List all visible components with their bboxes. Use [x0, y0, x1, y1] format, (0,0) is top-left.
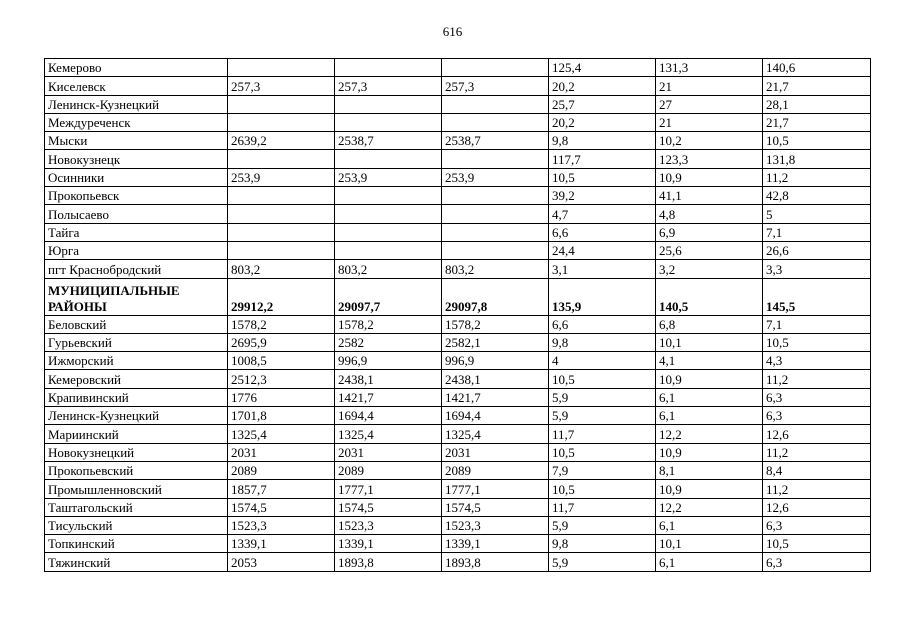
value-cell: 1008,5: [228, 352, 335, 370]
value-cell: 10,5: [549, 443, 656, 461]
value-cell: 5,9: [549, 516, 656, 534]
value-cell: 10,9: [656, 370, 763, 388]
value-cell: 24,4: [549, 241, 656, 259]
value-cell: 10,9: [656, 443, 763, 461]
value-cell: 803,2: [442, 260, 549, 278]
row-label-cell: Мариинский: [45, 425, 228, 443]
row-label-cell: Новокузнецкий: [45, 443, 228, 461]
value-cell: 5: [763, 205, 871, 223]
value-cell: 6,9: [656, 223, 763, 241]
table-row: [45, 223, 871, 241]
value-cell: 10,5: [549, 480, 656, 498]
table-body: [45, 59, 871, 572]
value-cell: 2053: [228, 553, 335, 571]
row-label-cell: пгт Краснобродский: [45, 260, 228, 278]
value-cell: 12,2: [656, 425, 763, 443]
row-label-cell: Полысаево: [45, 205, 228, 223]
value-cell: 1523,3: [335, 516, 442, 534]
table-row: [45, 498, 871, 516]
value-cell: 11,2: [763, 370, 871, 388]
value-cell: 6,1: [656, 407, 763, 425]
value-cell: 11,2: [763, 480, 871, 498]
data-table: [44, 58, 871, 572]
value-cell: 1574,5: [335, 498, 442, 516]
value-cell: [442, 150, 549, 168]
table-row: [45, 425, 871, 443]
value-cell: 1777,1: [442, 480, 549, 498]
value-cell: 1578,2: [228, 315, 335, 333]
value-cell: 257,3: [228, 77, 335, 95]
value-cell: 1325,4: [228, 425, 335, 443]
table-row: [45, 553, 871, 571]
value-cell: 20,2: [549, 77, 656, 95]
value-cell: 4,7: [549, 205, 656, 223]
value-cell: 2089: [442, 461, 549, 479]
value-cell: 2512,3: [228, 370, 335, 388]
table-row: [45, 187, 871, 205]
table-row: [45, 150, 871, 168]
value-cell: 5,9: [549, 407, 656, 425]
table-row: [45, 260, 871, 278]
row-label-cell: Тайга: [45, 223, 228, 241]
row-label-cell: МУНИЦИПАЛЬНЫЕ РАЙОНЫ: [45, 278, 228, 315]
value-cell: 2582: [335, 333, 442, 351]
row-label-cell: Тисульский: [45, 516, 228, 534]
row-label-cell: Топкинский: [45, 535, 228, 553]
value-cell: 29097,8: [442, 278, 549, 315]
value-cell: 9,8: [549, 333, 656, 351]
value-cell: 6,1: [656, 553, 763, 571]
value-cell: 996,9: [442, 352, 549, 370]
row-label-cell: Мыски: [45, 132, 228, 150]
row-label-cell: Кемерово: [45, 59, 228, 77]
value-cell: 1893,8: [442, 553, 549, 571]
value-cell: [442, 223, 549, 241]
value-cell: 4,1: [656, 352, 763, 370]
table-row: [45, 407, 871, 425]
value-cell: 11,2: [763, 443, 871, 461]
value-cell: [228, 95, 335, 113]
value-cell: [228, 205, 335, 223]
page-number: 616: [442, 24, 463, 39]
value-cell: 39,2: [549, 187, 656, 205]
value-cell: [228, 223, 335, 241]
value-cell: [442, 205, 549, 223]
value-cell: 996,9: [335, 352, 442, 370]
value-cell: 2031: [228, 443, 335, 461]
value-cell: 8,1: [656, 461, 763, 479]
row-label-cell: Ленинск-Кузнецкий: [45, 95, 228, 113]
table-row: [45, 461, 871, 479]
table-row: [45, 443, 871, 461]
value-cell: 6,8: [656, 315, 763, 333]
value-cell: 4: [549, 352, 656, 370]
value-cell: [335, 205, 442, 223]
value-cell: 253,9: [442, 168, 549, 186]
value-cell: 803,2: [228, 260, 335, 278]
value-cell: 123,3: [656, 150, 763, 168]
row-label-cell: Таштагольский: [45, 498, 228, 516]
value-cell: 10,5: [549, 168, 656, 186]
table-row: [45, 241, 871, 259]
table-row: [45, 315, 871, 333]
value-cell: 1339,1: [335, 535, 442, 553]
row-label-cell: Промышленновский: [45, 480, 228, 498]
row-label-cell: Киселевск: [45, 77, 228, 95]
value-cell: 2031: [442, 443, 549, 461]
row-label-cell: Прокопьевск: [45, 187, 228, 205]
value-cell: 8,4: [763, 461, 871, 479]
value-cell: 2438,1: [335, 370, 442, 388]
table-row: [45, 77, 871, 95]
value-cell: [228, 187, 335, 205]
value-cell: [335, 187, 442, 205]
value-cell: 2582,1: [442, 333, 549, 351]
value-cell: 140,6: [763, 59, 871, 77]
value-cell: 3,2: [656, 260, 763, 278]
value-cell: 2639,2: [228, 132, 335, 150]
value-cell: 42,8: [763, 187, 871, 205]
value-cell: 6,3: [763, 553, 871, 571]
value-cell: 1857,7: [228, 480, 335, 498]
value-cell: 6,3: [763, 407, 871, 425]
table-row: [45, 95, 871, 113]
value-cell: 803,2: [335, 260, 442, 278]
value-cell: 1421,7: [335, 388, 442, 406]
value-cell: 6,3: [763, 388, 871, 406]
value-cell: [335, 150, 442, 168]
value-cell: 11,2: [763, 168, 871, 186]
row-label-cell: Новокузнецк: [45, 150, 228, 168]
value-cell: 6,1: [656, 388, 763, 406]
table-row: [45, 59, 871, 77]
table-row: [45, 480, 871, 498]
value-cell: 29097,7: [335, 278, 442, 315]
value-cell: [228, 241, 335, 259]
row-label-cell: Кемеровский: [45, 370, 228, 388]
value-cell: 10,5: [763, 535, 871, 553]
value-cell: 2089: [228, 461, 335, 479]
value-cell: 10,1: [656, 333, 763, 351]
row-label-cell: Тяжинский: [45, 553, 228, 571]
value-cell: [442, 59, 549, 77]
row-label-cell: Ижморский: [45, 352, 228, 370]
value-cell: 4,3: [763, 352, 871, 370]
value-cell: 6,1: [656, 516, 763, 534]
value-cell: 5,9: [549, 553, 656, 571]
value-cell: 9,8: [549, 132, 656, 150]
value-cell: 7,1: [763, 315, 871, 333]
value-cell: 1694,4: [335, 407, 442, 425]
value-cell: 10,5: [549, 370, 656, 388]
value-cell: 6,6: [549, 315, 656, 333]
value-cell: 1701,8: [228, 407, 335, 425]
value-cell: 12,6: [763, 425, 871, 443]
value-cell: 2089: [335, 461, 442, 479]
value-cell: 28,1: [763, 95, 871, 113]
value-cell: [335, 113, 442, 131]
table-row: [45, 516, 871, 534]
table-row: [45, 333, 871, 351]
table-row: [45, 168, 871, 186]
value-cell: 4,8: [656, 205, 763, 223]
value-cell: 1893,8: [335, 553, 442, 571]
value-cell: 6,6: [549, 223, 656, 241]
value-cell: 12,2: [656, 498, 763, 516]
value-cell: [228, 113, 335, 131]
value-cell: 2031: [335, 443, 442, 461]
row-label-cell: Междуреченск: [45, 113, 228, 131]
value-cell: [228, 59, 335, 77]
table-row: [45, 388, 871, 406]
value-cell: 10,9: [656, 480, 763, 498]
value-cell: 1578,2: [335, 315, 442, 333]
value-cell: 11,7: [549, 498, 656, 516]
value-cell: 131,3: [656, 59, 763, 77]
value-cell: 10,2: [656, 132, 763, 150]
value-cell: 253,9: [228, 168, 335, 186]
value-cell: 10,1: [656, 535, 763, 553]
value-cell: 2538,7: [442, 132, 549, 150]
value-cell: 11,7: [549, 425, 656, 443]
value-cell: 1776: [228, 388, 335, 406]
value-cell: 1339,1: [228, 535, 335, 553]
value-cell: 145,5: [763, 278, 871, 315]
value-cell: 1325,4: [442, 425, 549, 443]
value-cell: 21,7: [763, 113, 871, 131]
value-cell: 25,6: [656, 241, 763, 259]
row-label-cell: Гурьевский: [45, 333, 228, 351]
value-cell: [335, 95, 442, 113]
value-cell: 1777,1: [335, 480, 442, 498]
value-cell: [335, 59, 442, 77]
value-cell: 117,7: [549, 150, 656, 168]
value-cell: 1578,2: [442, 315, 549, 333]
row-label-cell: Беловский: [45, 315, 228, 333]
row-label-cell: Ленинск-Кузнецкий: [45, 407, 228, 425]
value-cell: 10,5: [763, 132, 871, 150]
value-cell: 6,3: [763, 516, 871, 534]
value-cell: 21,7: [763, 77, 871, 95]
value-cell: [228, 150, 335, 168]
value-cell: 131,8: [763, 150, 871, 168]
value-cell: 257,3: [442, 77, 549, 95]
table-row: [45, 205, 871, 223]
value-cell: 21: [656, 77, 763, 95]
value-cell: 12,6: [763, 498, 871, 516]
value-cell: 7,1: [763, 223, 871, 241]
table-row: [45, 535, 871, 553]
value-cell: [335, 223, 442, 241]
value-cell: 1694,4: [442, 407, 549, 425]
value-cell: 3,3: [763, 260, 871, 278]
row-label-cell: Прокопьевский: [45, 461, 228, 479]
value-cell: 257,3: [335, 77, 442, 95]
value-cell: 1325,4: [335, 425, 442, 443]
value-cell: 25,7: [549, 95, 656, 113]
value-cell: 140,5: [656, 278, 763, 315]
row-label-cell: Осинники: [45, 168, 228, 186]
table-row: [45, 113, 871, 131]
value-cell: [442, 187, 549, 205]
value-cell: 20,2: [549, 113, 656, 131]
value-cell: 2438,1: [442, 370, 549, 388]
value-cell: [442, 241, 549, 259]
value-cell: 21: [656, 113, 763, 131]
table-row: [45, 132, 871, 150]
value-cell: 26,6: [763, 241, 871, 259]
row-label-cell: Крапивинский: [45, 388, 228, 406]
value-cell: [442, 113, 549, 131]
value-cell: 125,4: [549, 59, 656, 77]
value-cell: 1574,5: [228, 498, 335, 516]
table-row: [45, 352, 871, 370]
table-row: [45, 278, 871, 315]
table-row: [45, 370, 871, 388]
value-cell: 1523,3: [442, 516, 549, 534]
value-cell: 29912,2: [228, 278, 335, 315]
value-cell: 2538,7: [335, 132, 442, 150]
value-cell: 1523,3: [228, 516, 335, 534]
value-cell: 10,5: [763, 333, 871, 351]
row-label-cell: Юрга: [45, 241, 228, 259]
value-cell: [442, 95, 549, 113]
value-cell: 41,1: [656, 187, 763, 205]
value-cell: 27: [656, 95, 763, 113]
value-cell: 9,8: [549, 535, 656, 553]
value-cell: 2695,9: [228, 333, 335, 351]
value-cell: 1421,7: [442, 388, 549, 406]
value-cell: 3,1: [549, 260, 656, 278]
value-cell: 1339,1: [442, 535, 549, 553]
value-cell: 10,9: [656, 168, 763, 186]
value-cell: [335, 241, 442, 259]
value-cell: 1574,5: [442, 498, 549, 516]
value-cell: 5,9: [549, 388, 656, 406]
value-cell: 7,9: [549, 461, 656, 479]
value-cell: 135,9: [549, 278, 656, 315]
value-cell: 253,9: [335, 168, 442, 186]
